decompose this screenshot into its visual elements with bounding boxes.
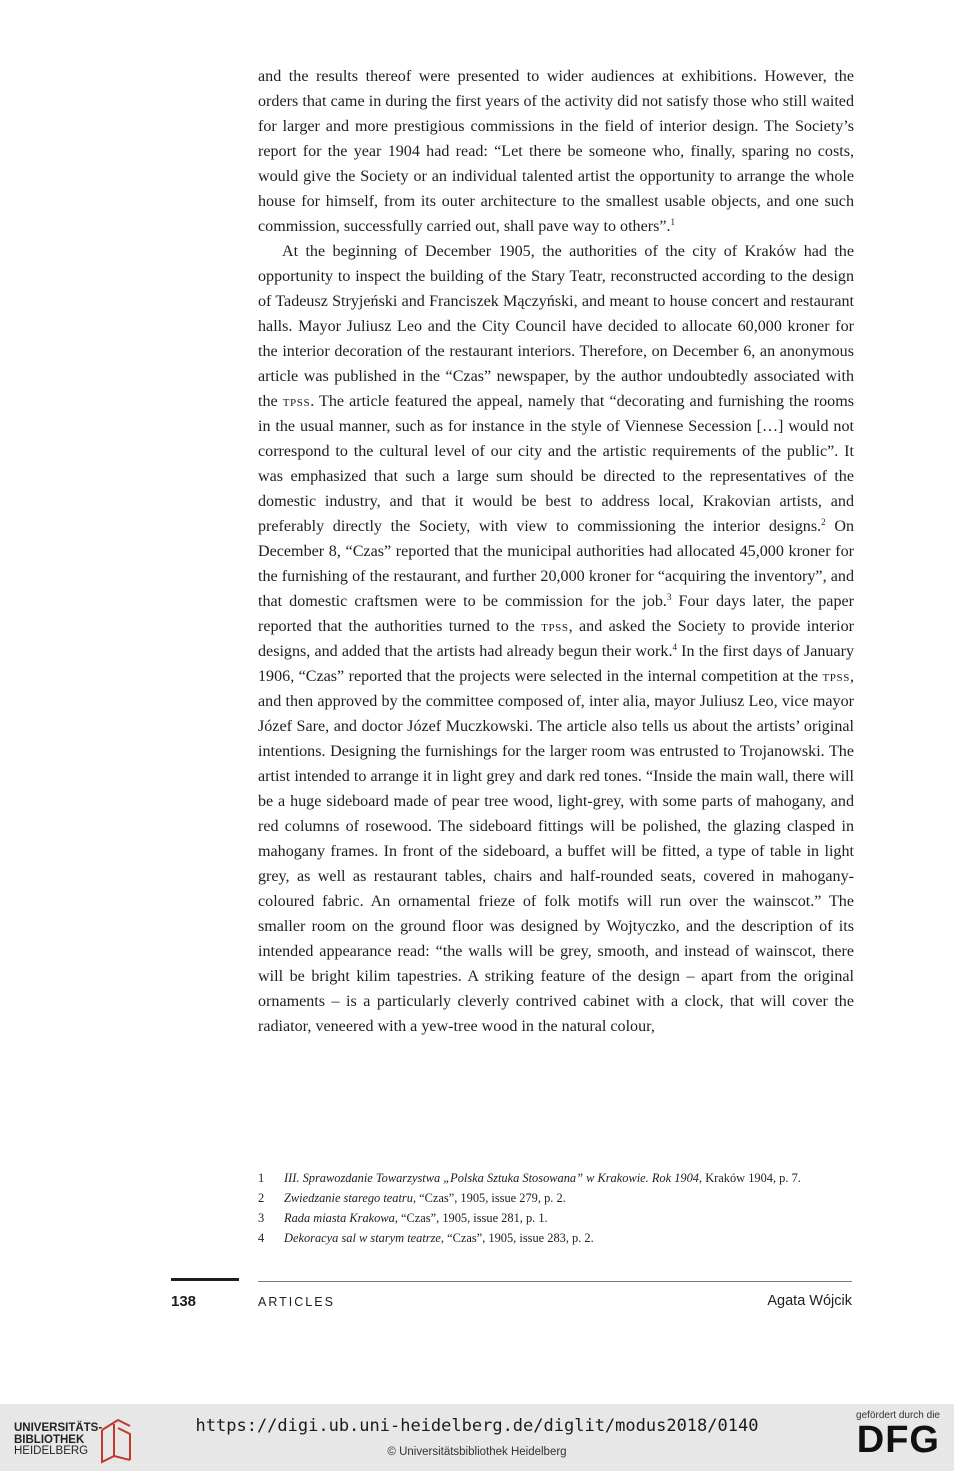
funder-caption: gefördert durch die: [856, 1410, 940, 1421]
footnote-3: 3 Rada miasta Krakowa, “Czas”, 1905, issue 281, p. 1.: [258, 1211, 548, 1225]
main-body-text: [258, 64, 854, 1039]
footer-rule-thin: [258, 1281, 852, 1282]
paragraph-1: and the results thereof were presented to wider audiences at exhibitions. However, the orders that came in during the first years of the activity did not satisfy those who still waited for larger and more prestigious commissions in the field of interior design. The Society’s report for the year 1904 had read: “Let there be someone who, finally, sparing no costs, would give the Society or an individual talented artist the opportunity to arrange the whole house for himself, from its outer architecture to the smallest usable objects, and one such commission, successfully carried out, shall pave way to others”.$^1$: [258, 68, 854, 235]
paragraph-2: At the beginning of December 1905, the authorities of the city of Kraków had the opportunity to inspect the building of the Stary Teatr, reconstructed according to the design of Tadeusz Stryjeński and Franciszek Mączyński, and meant to house concert and restaurant halls. Mayor Juliusz Leo and the City Council have decided to allocate 60,000 kroner for the interior decoration of the restaurant interiors. Therefore, on December 6, an anonymous article was published in the “Czas” newspaper, by the author undoubtedly associated with the tpss. The article featured the appeal, namely that “decorating and furnishing the rooms in the usual manner, such as for instance in the style of Viennese Secession […] would not correspond to the cultural level of our city and the artistic requirements of the public”. It was emphasized that such a large sum should be directed to the representatives of the domestic industry, and that it would be best to address local, Krakovian artists, and preferably directly the Society, with view to commissioning the interior designs.$^2$ On December 8, “Czas” reported that the municipal authorities had allocated 45,000 kroner for the furnishing of the restaurant, and further 20,000 kroner for “acquiring the inventory”, and that domestic craftsmen were to be commission for the job.$^3$ Four days later, the paper reported that the authorities turned to the tpss, and asked the Society to provide interior designs, and added that the artists had already begun their work.$^4$ In the first days of January 1906, “Czas” reported that the projects were selected in the internal competition at the tpss, and then approved by the committee composed of, inter alia, mayor Juliusz Leo, vice mayor Józef Sare, and doctor Józef Muczkowski. The article also tells us about the artists’ original intentions. Designing the furnishings for the larger room was entrusted to Trojanowski. The artist intended to arrange it in light grey and dark red tones. “Inside the main wall, there will be a huge sideboard made of pear tree wood, light-grey, with some parts of mahogany, and red columns of rosewood. The sideboard fittings will be polished, the glazing clasped in mahogany frames. In front of the sideboard, a buffet will be fitted, a type of table in light grey, as well as restaurant tables, chairs and half-rounded seats, covered in mahogany-coloured fabric. An ornamental frieze of folk motifs will run over the wainscot.” The smaller room on the ground floor was designed by Wojtyczko, and the description of its intended appearance read: “the walls will be grey, smooth, and instead of wainscot, there will be bright kilim tapestries. A striking feature of the design – apart from the original ornaments – is a particularly cleverly contrived cabinet with a clock, that will cover the radiator, veneered with a yew-tree wood in the natural colour,: [258, 243, 855, 1035]
funder-logo[interactable]: [840, 1410, 940, 1461]
footnote-1: 1 III. Sprawozdanie Towarzystwa „Polska Sztuka Stosowana” w Krakowie. Rok 1904, Kraków 1904, p. 7.: [258, 1171, 801, 1185]
footer-rule-thick: [171, 1278, 239, 1281]
digitization-footer: [0, 1404, 954, 1471]
library-name-line3: HEIDELBERG: [14, 1445, 89, 1457]
page-number: 138: [171, 1293, 197, 1310]
footnote-4: 4 Dekoracya sal w starym teatrze, “Czas”, 1905, issue 283, p. 2.: [258, 1231, 594, 1245]
library-name-line2: BIBLIOTHEK: [14, 1433, 85, 1446]
library-name-line1: UNIVERSITÄTS-: [14, 1422, 103, 1434]
footnotes: [258, 1168, 858, 1248]
footnote-ref-3[interactable]: 3: [666, 592, 672, 602]
abbr-tpss: tpss: [282, 393, 311, 410]
footnote-ref-1[interactable]: 1: [670, 217, 676, 227]
footnote-ref-2[interactable]: 2: [821, 517, 826, 527]
running-author: Agata Wójcik: [767, 1293, 852, 1309]
dfg-logo-text: DFG: [856, 1419, 940, 1461]
copyright-notice: © Universitätsbibliothek Heidelberg: [387, 1446, 567, 1458]
permalink-url[interactable]: https://digi.ub.uni-heidelberg.de/diglit/modus2018/0140: [195, 1416, 759, 1436]
abbr-tpss: tpss: [822, 668, 850, 685]
footnote-ref-4[interactable]: 4: [672, 642, 677, 652]
footnote-2: 2 Zwiedzanie starego teatru, “Czas”, 1905, issue 279, p. 2.: [258, 1191, 566, 1205]
section-label: ARTICLES: [258, 1295, 335, 1309]
abbr-tpss: tpss: [541, 618, 569, 635]
